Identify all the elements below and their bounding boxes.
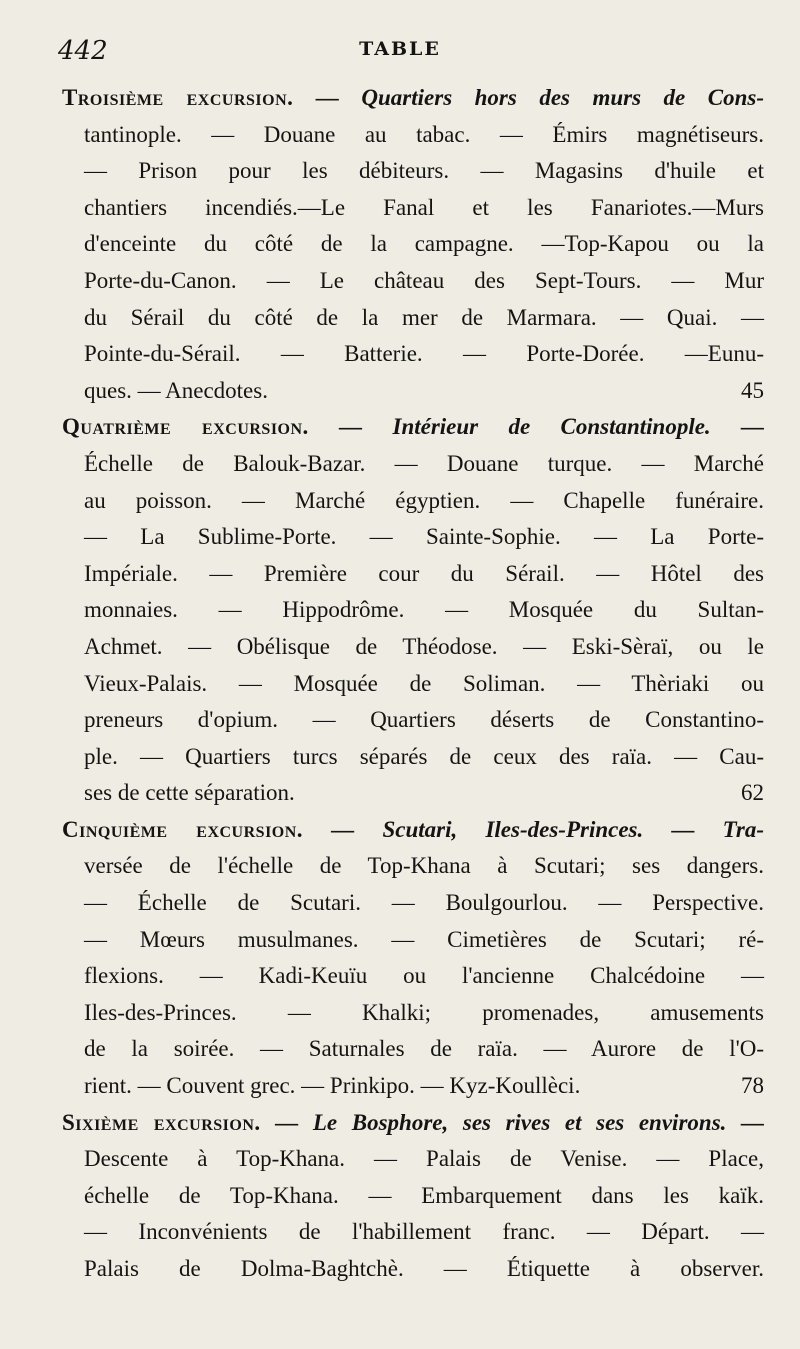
excursion-label: Troisième excursion. xyxy=(62,85,294,110)
entry-line: tantinople. — Douane au tabac. — Émirs magnétiseurs. xyxy=(84,121,764,147)
entry-line: au poisson. — Marché égyptien. — Chapelle funéraire. xyxy=(84,487,764,513)
entry-last-line xyxy=(62,373,764,410)
entry-line: preneurs d'opium. — Quartiers déserts de Constantino- xyxy=(84,707,764,733)
toc-entry-sixieme xyxy=(62,1105,764,1288)
running-head: TABLE xyxy=(359,38,441,60)
entry-last-text: ques. — Anecdotes. xyxy=(84,377,268,403)
table-of-contents xyxy=(62,80,764,1288)
excursion-topic-line: — Intérieur de Constantinople. — xyxy=(339,414,765,440)
entry-line: — La Sublime-Porte. — Sainte-Sophie. — La Porte- xyxy=(84,524,764,550)
entry-line: Palais de Dolma-Baghtchè. — Étiquette à observer. xyxy=(84,1256,764,1281)
entry-first-line xyxy=(62,80,764,117)
excursion-topic-line: — Quartiers hors des murs de Cons- xyxy=(315,85,764,110)
excursion-label: Sixième excursion. xyxy=(62,1109,261,1135)
excursion-topic-line: — Scutari, Iles-des-Princes. — Tra- xyxy=(331,816,764,842)
entry-line: ple. — Quartiers turcs séparés de ceux des raïa. — Cau- xyxy=(84,743,764,769)
page-number: 442 xyxy=(58,36,108,66)
entry-first-line xyxy=(62,409,764,446)
entry-line: monnaies. — Hippodrôme. — Mosquée du Sultan- xyxy=(84,597,764,623)
entry-line: du Sérail du côté de la mer de Marmara. — Quai. — xyxy=(84,304,764,330)
entry-line: Vieux-Palais. — Mosquée de Soliman. — Thèriaki ou xyxy=(84,670,764,696)
toc-entry-quatrieme xyxy=(62,409,764,812)
entry-line: Pointe-du-Sérail. — Batterie. — Porte-Dorée. —Eunu- xyxy=(84,341,764,367)
entry-line: Iles-des-Princes. — Khalki; promenades, amusements xyxy=(84,999,764,1025)
entry-line: Impériale. — Première cour du Sérail. — Hôtel des xyxy=(84,560,764,586)
entry-line: flexions. — Kadi-Keuïu ou l'ancienne Chalcédoine — xyxy=(84,963,764,989)
page-reference: 62 xyxy=(741,780,764,806)
entry-line: Descente à Top-Khana. — Palais de Venise. — Place, xyxy=(84,1146,764,1172)
entry-line: Achmet. — Obélisque de Théodose. — Eski-Sèraï, ou le xyxy=(84,633,764,659)
entry-last-text: ses de cette séparation. xyxy=(84,780,295,806)
entry-line: échelle de Top-Khana. — Embarquement dans les kaïk. xyxy=(84,1182,764,1208)
entry-line: — Prison pour les débiteurs. — Magasins d'huile et xyxy=(84,158,764,184)
excursion-label: Cinquième excursion. xyxy=(62,816,304,842)
entry-last-line xyxy=(62,775,764,812)
entry-line: d'enceinte du côté de la campagne. —Top-Kapou ou la xyxy=(84,231,764,257)
toc-entry-troisieme xyxy=(62,80,764,409)
entry-line: — Inconvénients de l'habillement franc. — Départ. — xyxy=(84,1219,764,1245)
entry-first-line xyxy=(62,1105,764,1142)
entry-last-text: rient. — Couvent grec. — Prinkipo. — Kyz-Koullèci. xyxy=(84,1073,581,1099)
excursion-topic-line: — Le Bosphore, ses rives et ses environs. — xyxy=(275,1109,765,1135)
toc-entry-cinquieme xyxy=(62,812,764,1105)
entry-line: chantiers incendiés.—Le Fanal et les Fanariotes.—Murs xyxy=(84,194,764,220)
entry-line: — Mœurs musulmanes. — Cimetières de Scutari; ré- xyxy=(84,926,764,952)
entry-first-line xyxy=(62,812,764,849)
entry-line: Porte-du-Canon. — Le château des Sept-Tours. — Mur xyxy=(84,267,764,293)
page-reference: 78 xyxy=(741,1073,764,1099)
entry-line: Échelle de Balouk-Bazar. — Douane turque. — Marché xyxy=(84,450,764,476)
entry-last-line xyxy=(62,1068,764,1105)
entry-line: — Échelle de Scutari. — Boulgourlou. — Perspective. xyxy=(84,890,764,916)
entry-line: versée de l'échelle de Top-Khana à Scutari; ses dangers. xyxy=(84,853,764,879)
entry-line: de la soirée. — Saturnales de raïa. — Aurore de l'O- xyxy=(84,1036,764,1062)
excursion-label: Quatrième excursion. xyxy=(62,414,309,440)
page-reference: 45 xyxy=(741,377,764,403)
